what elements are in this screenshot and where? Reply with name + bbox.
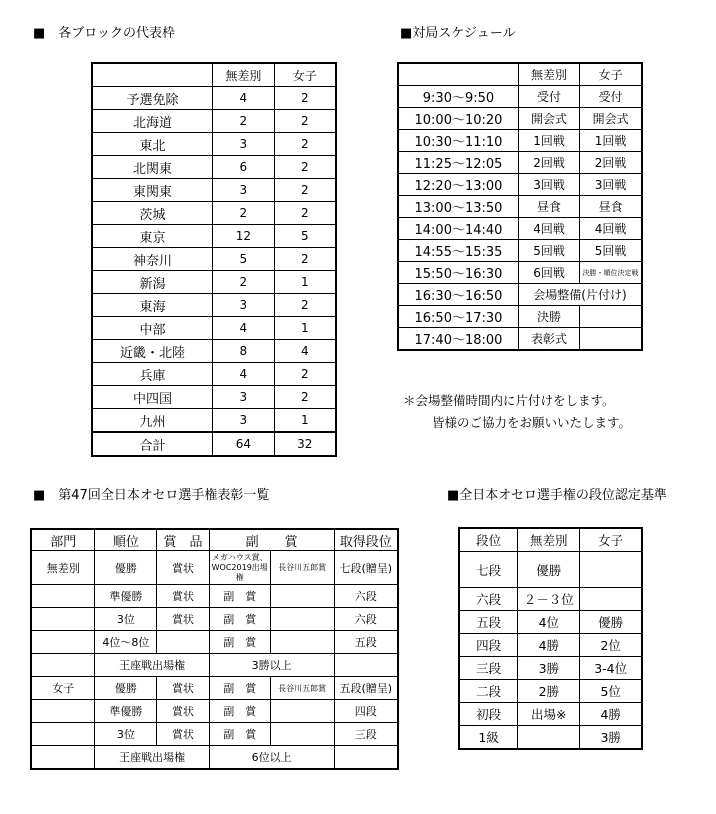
blocks-table: [91, 62, 337, 457]
table-row: [459, 634, 642, 657]
time-slot: 17:40〜18:00: [398, 328, 518, 351]
women-event: [580, 306, 642, 328]
block-name: 東関東: [92, 179, 213, 202]
open-event: 6回戦: [518, 262, 579, 284]
total-women: 32: [274, 432, 336, 456]
total-open: 64: [213, 432, 275, 456]
open-event: 決勝: [518, 306, 579, 328]
header-cell: 女子: [274, 63, 336, 87]
table-row: [92, 248, 336, 271]
dan: 六段: [334, 608, 398, 631]
women-event: 2回戦: [580, 152, 642, 174]
dan: 四段: [334, 700, 398, 723]
women-event: 3回戦: [580, 174, 642, 196]
table-row: [398, 240, 642, 262]
women-slots: 2: [274, 202, 336, 225]
heading-dan: ■全日本オセロ選手権の段位認定基準: [447, 488, 667, 503]
time-slot: 15:50〜16:30: [398, 262, 518, 284]
dan-blank: [334, 746, 398, 770]
king-condition: 6位以上: [209, 746, 334, 770]
time-slot: 10:30〜11:10: [398, 130, 518, 152]
table-row: [398, 108, 642, 130]
table-row: [92, 156, 336, 179]
table-row: [92, 271, 336, 294]
rank: 3位: [95, 608, 157, 631]
women-criterion: 3勝: [580, 726, 642, 750]
subprize-extra: [270, 608, 334, 631]
women-slots: 5: [274, 225, 336, 248]
subprize-main: 副 賞: [209, 585, 270, 608]
block-name: 北海道: [92, 110, 213, 133]
time-slot: 16:50〜17:30: [398, 306, 518, 328]
block-name: 神奈川: [92, 248, 213, 271]
women-slots: 2: [274, 133, 336, 156]
time-slot: 16:30〜16:50: [398, 284, 518, 306]
women-slots: 1: [274, 317, 336, 340]
division: [31, 700, 95, 723]
women-event: 4回戦: [580, 218, 642, 240]
time-slot: 9:30〜9:50: [398, 86, 518, 108]
open-event: 4回戦: [518, 218, 579, 240]
dan: 六段: [334, 585, 398, 608]
subprize-main: 副 賞: [209, 700, 270, 723]
open-slots: 3: [213, 386, 275, 409]
rank: 優勝: [95, 677, 157, 700]
rank: 3位: [95, 723, 157, 746]
dan: 五段: [334, 631, 398, 654]
prize: 賞状: [157, 608, 210, 631]
women-event: 開会式: [580, 108, 642, 130]
prize: [157, 631, 210, 654]
king-condition: 3勝以上: [209, 654, 334, 677]
table-row: [31, 608, 398, 631]
cooperation-note: 皆様のご協力をお願いいたします。: [432, 415, 632, 430]
subprize-main: 副 賞: [209, 723, 270, 746]
dan-rank: 四段: [459, 634, 518, 657]
women-criterion: [580, 588, 642, 611]
table-row: [31, 585, 398, 608]
header-cell: 女子: [580, 63, 642, 86]
open-slots: 4: [213, 363, 275, 386]
open-event: 3回戦: [518, 174, 579, 196]
open-slots: 12: [213, 225, 275, 248]
block-name: 近畿・北陸: [92, 340, 213, 363]
division-blank: [31, 654, 95, 677]
block-name: 中部: [92, 317, 213, 340]
block-name: 東海: [92, 294, 213, 317]
heading-blocks: ■ 各ブロックの代表枠: [33, 26, 176, 41]
time-slot: 13:00〜13:50: [398, 196, 518, 218]
women-event: 決勝・順位決定戦: [580, 262, 642, 284]
open-criterion: 4位: [518, 611, 580, 634]
prize: 賞状: [157, 551, 210, 585]
header-division: 部門: [31, 529, 95, 551]
open-slots: 8: [213, 340, 275, 363]
table-row: [459, 657, 642, 680]
rank: 準優勝: [95, 700, 157, 723]
women-event: 昼食: [580, 196, 642, 218]
women-event: 受付: [580, 86, 642, 108]
prize: 賞状: [157, 700, 210, 723]
dan-rank: 二段: [459, 680, 518, 703]
header-cell: [398, 63, 518, 86]
women-event: 1回戦: [580, 130, 642, 152]
subprize-extra: [270, 700, 334, 723]
table-row: [459, 680, 642, 703]
header-subprize: 副 賞: [209, 529, 334, 551]
women-slots: 1: [274, 409, 336, 433]
open-event: 2回戦: [518, 152, 579, 174]
dan-blank: [334, 654, 398, 677]
header-rank: 順位: [95, 529, 157, 551]
table-row: [459, 552, 642, 588]
table-header-row: [398, 63, 642, 86]
schedule-table: [397, 62, 643, 351]
table-row: [92, 179, 336, 202]
subprize-extra: [270, 585, 334, 608]
table-row: [398, 152, 642, 174]
subprize-extra: [270, 723, 334, 746]
division: 無差別: [31, 551, 95, 585]
table-row: [398, 86, 642, 108]
time-slot: 11:25〜12:05: [398, 152, 518, 174]
table-row: [31, 654, 398, 677]
open-slots: 2: [213, 202, 275, 225]
rank: 4位〜8位: [95, 631, 157, 654]
table-header-row: [31, 529, 398, 551]
rank: 準優勝: [95, 585, 157, 608]
table-row: [31, 631, 398, 654]
merged-event: 会場整備(片付け): [518, 284, 642, 306]
heading-schedule: ■対局スケジュール: [400, 26, 516, 41]
table-row: [92, 202, 336, 225]
table-row: [92, 87, 336, 110]
total-row: [92, 432, 336, 456]
table-row: [398, 130, 642, 152]
division: [31, 608, 95, 631]
women-slots: 4: [274, 340, 336, 363]
division: [31, 631, 95, 654]
women-criterion: 5位: [580, 680, 642, 703]
dan: 三段: [334, 723, 398, 746]
women-slots: 2: [274, 87, 336, 110]
women-criterion: [580, 552, 642, 588]
open-event: 表彰式: [518, 328, 579, 351]
table-row: [459, 611, 642, 634]
open-event: 開会式: [518, 108, 579, 130]
time-slot: 14:00〜14:40: [398, 218, 518, 240]
women-criterion: 4勝: [580, 703, 642, 726]
table-row: [31, 551, 398, 585]
table-row: [398, 218, 642, 240]
dan-rank: 七段: [459, 552, 518, 588]
prize: 賞状: [157, 677, 210, 700]
dan-rank: 五段: [459, 611, 518, 634]
table-row: [92, 340, 336, 363]
block-name: 九州: [92, 409, 213, 433]
table-row: [92, 294, 336, 317]
open-criterion: [518, 726, 580, 750]
subprize-extra: [270, 631, 334, 654]
open-event: 5回戦: [518, 240, 579, 262]
block-name: 北関東: [92, 156, 213, 179]
table-row: [398, 306, 642, 328]
time-slot: 10:00〜10:20: [398, 108, 518, 130]
time-slot: 14:55〜15:35: [398, 240, 518, 262]
table-row: [31, 700, 398, 723]
header-cell: 無差別: [518, 63, 579, 86]
table-row: [31, 746, 398, 770]
division: 女子: [31, 677, 95, 700]
women-criterion: 2位: [580, 634, 642, 657]
subprize-main: 副 賞: [209, 631, 270, 654]
block-name: 予選免除: [92, 87, 213, 110]
block-name: 東京: [92, 225, 213, 248]
women-slots: 2: [274, 294, 336, 317]
heading-awards: ■ 第47回全日本オセロ選手権表彰一覧: [33, 488, 270, 503]
header-cell: [92, 63, 213, 87]
women-slots: 2: [274, 363, 336, 386]
table-row: [92, 133, 336, 156]
total-label: 合計: [92, 432, 213, 456]
table-row: [31, 723, 398, 746]
table-row: [398, 284, 642, 306]
open-criterion: 優勝: [518, 552, 580, 588]
table-row: [92, 225, 336, 248]
open-slots: 5: [213, 248, 275, 271]
awards-table: [30, 528, 399, 770]
cleanup-note: ＊会場整備時間内に片付けをします。: [403, 393, 615, 408]
women-slots: 2: [274, 386, 336, 409]
table-row: [92, 317, 336, 340]
header-cell: 無差別: [518, 528, 580, 552]
subprize-main: 副 賞: [209, 677, 270, 700]
block-name: 茨城: [92, 202, 213, 225]
open-event: 1回戦: [518, 130, 579, 152]
table-row: [92, 409, 336, 433]
open-criterion: 4勝: [518, 634, 580, 657]
table-row: [459, 703, 642, 726]
open-criterion: ２－３位: [518, 588, 580, 611]
time-slot: 12:20〜13:00: [398, 174, 518, 196]
division: [31, 723, 95, 746]
open-criterion: 2勝: [518, 680, 580, 703]
king-qualifier: 王座戦出場権: [95, 746, 209, 770]
dan: 七段(贈呈): [334, 551, 398, 585]
open-criterion: 出場※: [518, 703, 580, 726]
header-prize: 賞 品: [157, 529, 210, 551]
dan-rank: 初段: [459, 703, 518, 726]
dan-rank: 1級: [459, 726, 518, 750]
header-cell: 段位: [459, 528, 518, 552]
dan-criteria-table: [458, 527, 643, 750]
women-slots: 2: [274, 179, 336, 202]
women-criterion: 3-4位: [580, 657, 642, 680]
division: [31, 585, 95, 608]
open-slots: 2: [213, 271, 275, 294]
table-row: [459, 726, 642, 750]
header-cell: 女子: [580, 528, 642, 552]
open-slots: 3: [213, 294, 275, 317]
block-name: 中四国: [92, 386, 213, 409]
subprize-extra: 長谷川五郎賞: [270, 677, 334, 700]
women-event: 5回戦: [580, 240, 642, 262]
dan-rank: 六段: [459, 588, 518, 611]
table-row: [398, 328, 642, 351]
table-row: [92, 386, 336, 409]
king-qualifier: 王座戦出場権: [95, 654, 209, 677]
women-event: [580, 328, 642, 351]
women-slots: 2: [274, 156, 336, 179]
open-slots: 3: [213, 409, 275, 433]
table-row: [92, 110, 336, 133]
women-criterion: 優勝: [580, 611, 642, 634]
table-row: [398, 262, 642, 284]
open-slots: 2: [213, 110, 275, 133]
table-row: [92, 363, 336, 386]
open-slots: 3: [213, 179, 275, 202]
open-criterion: 3勝: [518, 657, 580, 680]
table-row: [459, 588, 642, 611]
table-header-row: [92, 63, 336, 87]
open-event: 受付: [518, 86, 579, 108]
dan-rank: 三段: [459, 657, 518, 680]
block-name: 兵庫: [92, 363, 213, 386]
prize: 賞状: [157, 585, 210, 608]
women-slots: 2: [274, 110, 336, 133]
open-event: 昼食: [518, 196, 579, 218]
rank: 優勝: [95, 551, 157, 585]
open-slots: 3: [213, 133, 275, 156]
header-dan: 取得段位: [334, 529, 398, 551]
block-name: 東北: [92, 133, 213, 156]
table-row: [398, 196, 642, 218]
table-row: [31, 677, 398, 700]
open-slots: 4: [213, 317, 275, 340]
subprize-extra: 長谷川五郎賞: [270, 551, 334, 585]
division-blank: [31, 746, 95, 770]
women-slots: 2: [274, 248, 336, 271]
women-slots: 1: [274, 271, 336, 294]
subprize-main: 副 賞: [209, 608, 270, 631]
table-header-row: [459, 528, 642, 552]
subprize-main: メガハウス賞、WOC2019出場権: [209, 551, 270, 585]
prize: 賞状: [157, 723, 210, 746]
block-name: 新潟: [92, 271, 213, 294]
open-slots: 4: [213, 87, 275, 110]
dan: 五段(贈呈): [334, 677, 398, 700]
open-slots: 6: [213, 156, 275, 179]
table-row: [398, 174, 642, 196]
header-cell: 無差別: [213, 63, 275, 87]
